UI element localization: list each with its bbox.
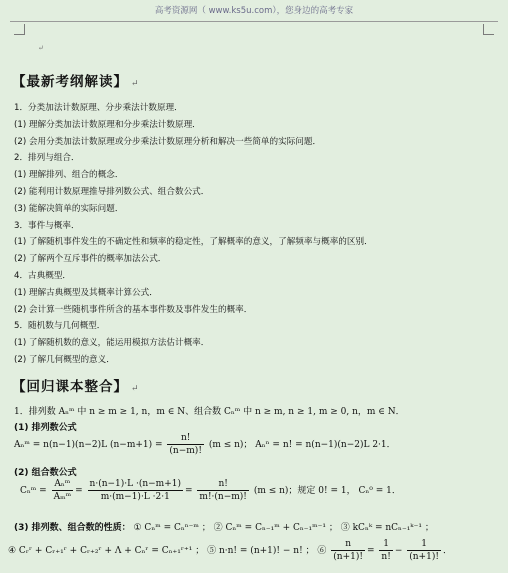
comb-rhs: (m ≤ n)；规定 0! = 1， Cₙ⁰ = 1． (253, 486, 401, 496)
section-title-review: 【回归课本整合】 ↵ (12, 379, 140, 395)
prop6-f3-den: (n+1)! (409, 552, 439, 562)
permutation-formula-label: (1) 排列数公式 (14, 423, 77, 433)
syllabus-line: (2) 会计算一些随机事件所含的基本事件数及事件发生的概率． (14, 304, 253, 315)
prop6-minus: − (394, 546, 403, 556)
syllabus-line: (1) 了解随机数的意义，能运用模拟方法估计概率． (14, 338, 210, 349)
comb-fraction-1 (52, 478, 74, 503)
comb-fraction-3 (197, 478, 249, 503)
comb-fraction-2 (88, 478, 183, 503)
syllabus-line: 4．古典概型． (14, 271, 72, 281)
syllabus-line: (2) 了解几何概型的意义． (14, 355, 115, 365)
combination-formula: Cₙᵐ = $\frac{\text{Aₙᵐ}}{\text{Aₘᵐ}}$ = $\frac{n\cdot(n-1)\cdot L \cdot(n-m+1)}{m\cdot(m-1)\cdot L \cdot 2\cdot 1}$ = $\frac{n!}{m!\cdot(n-m)!}$ (m ≤ n)；规定 0! = 1， Cₙ⁰ = 1． (20, 479, 401, 502)
syllabus-line: (2) 能利用计数原理推导排列数公式、组合数公式． (14, 187, 210, 197)
paragraph-mark-icon: ↵ (131, 384, 140, 394)
properties-line-1 (14, 520, 434, 533)
properties-label: (3) 排列数、组合数的性质： (14, 523, 131, 533)
prop6-fraction-1 (331, 538, 365, 563)
perm-lhs: Aₙᵐ = n(n−1)(n−2)L (n−m+1) = (14, 440, 163, 450)
properties-line-2 (8, 538, 452, 563)
header-rule (10, 21, 498, 22)
syllabus-line: (1) 了解随机事件发生的不确定性和频率的稳定性，了解概率的意义，了解频率与概率的区别． (14, 237, 373, 248)
margin-corner-mark (14, 24, 25, 35)
prop6-fraction-3 (407, 538, 441, 563)
page-header: 高考资源网（ www.ks5u.com），您身边的高考专家 (154, 6, 354, 16)
syllabus-line: (2) 会用分类加法计数原理或分步乘法计数原理分析和解决一些简单的实际问题． (14, 136, 322, 147)
prop6-fraction-2 (379, 538, 392, 563)
syllabus-line: (1) 理解分类加法计数原理和分步乘法计数原理． (14, 119, 201, 130)
section-title-syllabus: 【最新考纲解读】 ↵ (12, 74, 140, 90)
syllabus-line: 1．分类加法计数原理、分步乘法计数原理． (14, 103, 183, 113)
comb-lhs: Cₙᵐ = (20, 486, 47, 496)
comb-f1-den: Aₘᵐ (53, 492, 72, 502)
perm-den: (n−m)! (169, 446, 202, 456)
prop6-end: ． (442, 546, 452, 556)
syllabus-line: (3) 能解决简单的实际问题． (14, 203, 124, 214)
prop6-eq: = (366, 546, 375, 556)
perm-num: n! (167, 432, 204, 445)
comb-f3-num: n! (197, 478, 249, 491)
paragraph-mark-icon: ↵ (131, 79, 140, 89)
properties-items-1: ① Cₙᵐ = Cₙⁿ⁻ᵐ ； ② Cₙᵐ = Cₙ₋₁ᵐ + Cₙ₋₁ᵐ⁻¹ ； ③ kCₙᵏ = nCₙ₋₁ᵏ⁻¹ ； (133, 523, 434, 533)
comb-f1-num: Aₙᵐ (52, 478, 74, 491)
combination-formula-label: (2) 组合数公式 (14, 468, 77, 478)
prop6-f1-num: n (331, 538, 365, 551)
syllabus-line: 3．事件与概率． (14, 220, 80, 231)
properties-items-2: ④ Cᵣʳ + Cᵣ₊₁ʳ + Cᵣ₊₂ʳ + Λ + Cₙʳ = Cₙ₊₁ʳ⁺¹ ； ⑤ n·n! = (n+1)! − n! ； ⑥ (8, 546, 327, 556)
syllabus-line: 5．随机数与几何概型． (14, 321, 106, 332)
intro-statement: 1．排列数 Aₙᵐ 中 n ≥ m ≥ 1, n，m ∈ N、组合数 Cₙᵐ 中 n ≥ m, n ≥ 1, m ≥ 0, n，m ∈ N． (14, 407, 405, 417)
permutation-formula (14, 432, 396, 457)
syllabus-line: (2) 了解两个互斥事件的概率加法公式． (14, 254, 167, 265)
syllabus-line: (1) 理解排列、组合的概念． (14, 170, 124, 181)
margin-corner-mark (483, 24, 494, 35)
comb-f2-num: n·(n−1)·L ·(n−m+1) (89, 479, 181, 489)
comb-f2-den: m·(m−1)·L ·2·1 (100, 492, 170, 502)
comb-f3-den: m!·(n−m)! (199, 492, 247, 502)
prop6-f1-den: (n+1)! (333, 552, 363, 562)
syllabus-line: (1) 理解古典概型及其概率计算公式． (14, 287, 158, 298)
perm-fraction (167, 432, 204, 457)
prop6-f2-den: n! (381, 552, 391, 562)
prop6-f3-num: 1 (407, 538, 441, 551)
syllabus-line: 2．排列与组合． (14, 153, 80, 164)
prop6-f2-num: 1 (379, 538, 392, 551)
perm-rhs: (m ≤ n)； Aₙⁿ = n! = n(n−1)(n−2)L 2·1． (208, 440, 396, 450)
paragraph-mark-icon: ↵ (38, 44, 44, 52)
